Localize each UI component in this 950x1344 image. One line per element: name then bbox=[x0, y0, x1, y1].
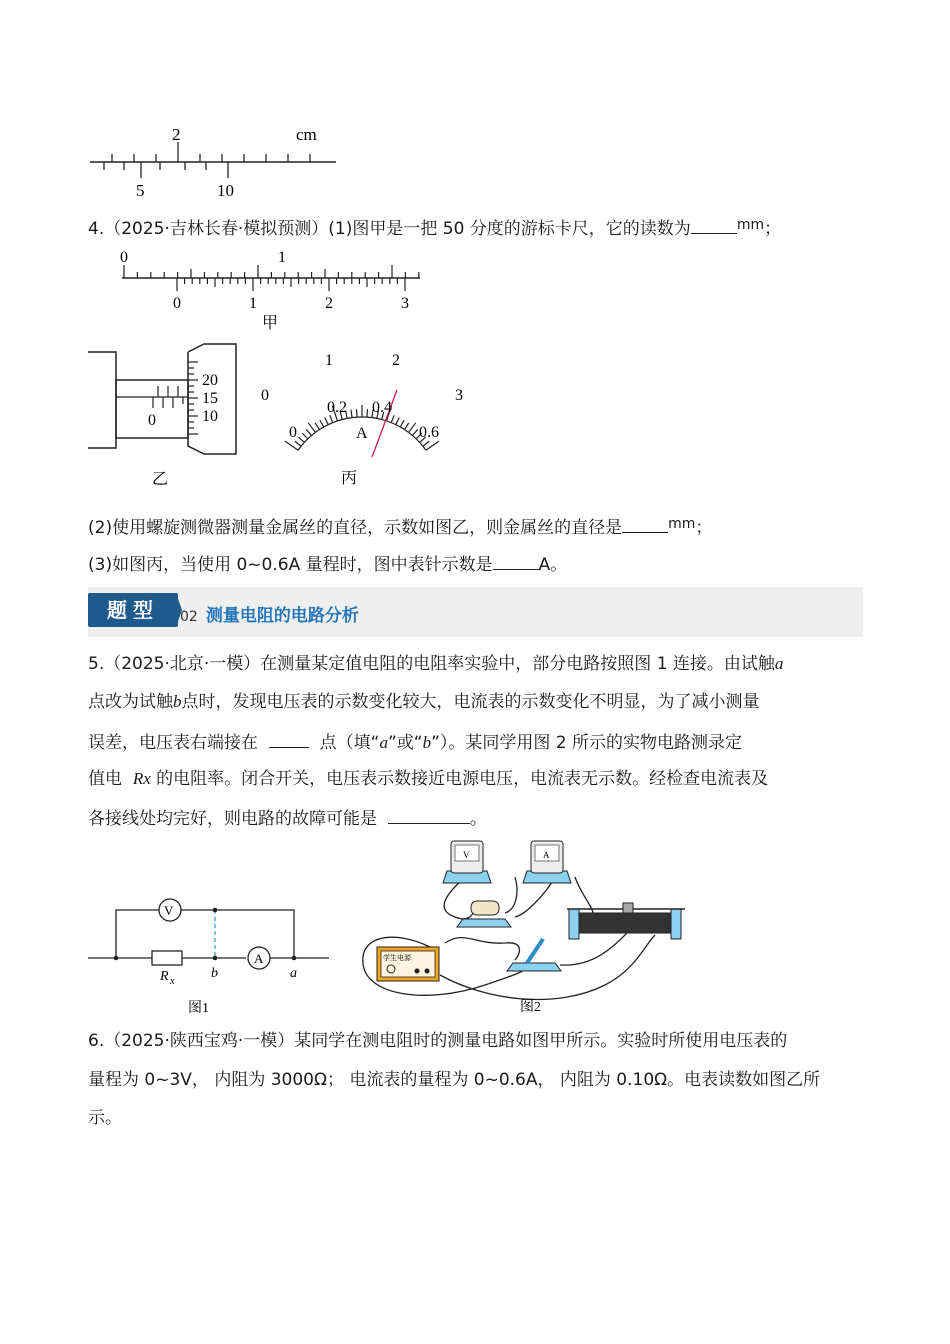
top-scale-upper-label: 2 bbox=[172, 125, 181, 144]
fig1-voltmeter-symbol: V bbox=[164, 903, 174, 918]
q5-text-3c: ”或“ bbox=[387, 733, 423, 753]
fig2-power-label: 学生电源 bbox=[383, 954, 411, 962]
q5-text-3b: 点（填“ bbox=[319, 733, 380, 753]
q6-text-1: 6.（2025·陕西宝鸡·一模）某同学在测电阻时的测量电路如图甲所示。实验时所使用电压表的 bbox=[88, 1031, 788, 1051]
ammeter-dial-tick bbox=[308, 423, 315, 433]
ammeter-dial-tick bbox=[357, 409, 358, 417]
q4-suffix-3: A。 bbox=[538, 555, 568, 575]
caliper-vernier-label-0: 0 bbox=[173, 295, 181, 312]
fig1-resistor-subscript: x bbox=[170, 976, 175, 987]
q4-part1-line bbox=[88, 217, 781, 240]
top-scale-lower-label-2: 10 bbox=[217, 181, 234, 200]
q5-text-4b: 的电阻率。闭合开关，电压表示数接近电源电压，电流表无示数。经检查电流表及 bbox=[156, 769, 769, 789]
ammeter-dial-tick bbox=[302, 433, 308, 439]
section-badge: 题型 bbox=[88, 593, 178, 627]
ammeter-dial-tick bbox=[391, 415, 394, 422]
q6-text-3: 示。 bbox=[88, 1108, 122, 1128]
section-number: 02 bbox=[180, 609, 198, 625]
fig2-caption: 图2 bbox=[520, 1000, 541, 1015]
q4-suffix-1: ； bbox=[764, 219, 782, 239]
micrometer-caption: 乙 bbox=[152, 471, 169, 488]
micrometer-thimble-label-20: 20 bbox=[202, 372, 218, 389]
ammeter-dial-tick bbox=[409, 423, 416, 433]
q5-text-2a: 点改为试触 bbox=[88, 692, 173, 712]
q4-part1-text: 4.（2025·吉林长春·模拟预测）(1)图甲是一把 50 分度的游标卡尺，它的读数为 bbox=[88, 219, 691, 239]
q4-part2-line bbox=[88, 516, 712, 539]
fig2-ammeter bbox=[523, 841, 571, 883]
q6-text-2: 量程为 0~3V， 内阻为 3000Ω； 电流表的量程为 0~0.6A， 内阻为 0.10Ω。电表读数如图乙所 bbox=[88, 1070, 821, 1090]
q4-answer-blank-3[interactable] bbox=[493, 553, 539, 570]
ammeter-inner-label-0: 0 bbox=[289, 424, 297, 441]
ammeter-outer-label-0: 0 bbox=[261, 387, 269, 404]
section-banner bbox=[88, 587, 863, 637]
q6-line-3 bbox=[88, 1108, 122, 1128]
q5-answer-blank-1[interactable] bbox=[269, 731, 309, 748]
section-title bbox=[180, 601, 359, 626]
q4-part3-line bbox=[88, 553, 567, 575]
fig1-resistor-label: R bbox=[160, 969, 169, 984]
ammeter-dial-tick bbox=[330, 415, 333, 422]
micrometer-thimble-label-10: 10 bbox=[202, 408, 218, 425]
ammeter-dial-tick bbox=[306, 429, 311, 435]
fig1-ammeter-symbol: A bbox=[254, 951, 264, 966]
ammeter-dial-figure bbox=[255, 345, 480, 490]
ammeter-dial-tick bbox=[412, 429, 417, 435]
q4-unit-1: mm bbox=[736, 217, 765, 233]
q6-line-2 bbox=[88, 1070, 820, 1090]
ammeter-dial-tick bbox=[315, 423, 319, 430]
ammeter-caption: 丙 bbox=[341, 470, 358, 487]
ammeter-symbol: A bbox=[356, 425, 368, 442]
q5-line-3 bbox=[88, 731, 742, 753]
resistor-rx bbox=[152, 951, 182, 965]
ammeter-inner-label-02: 0.2 bbox=[327, 399, 347, 416]
q5-text-1: 5.（2025·北京·一模）在测量某定值电阻的电阻率实验中，部分电路按照图 1 连接。由试触 bbox=[88, 654, 775, 674]
ammeter-outer-label-1: 1 bbox=[325, 352, 333, 369]
ammeter-outer-label-3: 3 bbox=[455, 387, 463, 404]
q4-suffix-2: ； bbox=[695, 518, 713, 538]
fig2-voltmeter-symbol: V bbox=[463, 850, 470, 860]
circuit-figure-2 bbox=[355, 835, 695, 1018]
top-scale-lower-label-1: 5 bbox=[136, 181, 145, 200]
top-scale-figure bbox=[80, 120, 350, 202]
q5-answer-blank-2[interactable] bbox=[388, 807, 470, 824]
q5-var-b2: b bbox=[422, 733, 432, 752]
ammeter-dial-tick bbox=[396, 417, 399, 424]
q4-answer-blank-1[interactable] bbox=[691, 217, 737, 234]
q4-part2-text: (2)使用螺旋测微器测量金属丝的直径，示数如图乙，则金属丝的直径是 bbox=[88, 518, 623, 538]
q5-text-3d: ”）。某同学用图 2 所示的实物电路测录定 bbox=[431, 733, 742, 753]
micrometer-thimble-label-15: 15 bbox=[202, 390, 218, 407]
ammeter-outer-label-2: 2 bbox=[392, 352, 400, 369]
top-scale-unit: cm bbox=[296, 125, 317, 144]
ammeter-dial-tick bbox=[325, 417, 328, 424]
micrometer-figure bbox=[86, 340, 246, 490]
q5-line-1 bbox=[88, 654, 783, 674]
q5-text-4a: 值电 bbox=[88, 769, 122, 789]
micrometer-sleeve-label: 0 bbox=[148, 412, 156, 429]
caliper-main-label-1: 1 bbox=[278, 249, 286, 266]
ammeter-dial-tick bbox=[298, 437, 304, 442]
fig1-node-b: b bbox=[211, 966, 218, 981]
q5-var-a2: a bbox=[379, 733, 388, 752]
caliper-vernier-label-1: 1 bbox=[249, 295, 257, 312]
q5-line-4 bbox=[88, 769, 768, 789]
ammeter-dial-tick bbox=[367, 409, 368, 417]
ammeter-dial-tick bbox=[295, 441, 301, 446]
q5-text-5b: 。 bbox=[469, 809, 487, 829]
caliper-caption: 甲 bbox=[262, 315, 279, 332]
q5-var-b: b bbox=[173, 692, 182, 711]
q5-text-5a: 各接线处均完好，则电路的故障可能是 bbox=[88, 809, 377, 829]
circuit-figure-1 bbox=[86, 890, 331, 1018]
fig2-ammeter-symbol: A bbox=[543, 850, 550, 860]
ammeter-inner-label-04: 0.4 bbox=[372, 399, 392, 416]
caliper-main-label-0: 0 bbox=[120, 249, 128, 266]
ammeter-dial-tick bbox=[404, 423, 408, 430]
ammeter-dial-tick bbox=[351, 410, 352, 418]
q4-part3-text: (3)如图丙，当使用 0~0.6A 量程时，图中表针示数是 bbox=[88, 555, 493, 575]
q5-line-2 bbox=[88, 692, 760, 712]
caliper-vernier-label-3: 3 bbox=[401, 295, 409, 312]
ammeter-dial-tick bbox=[400, 420, 404, 427]
q4-answer-blank-2[interactable] bbox=[622, 516, 668, 533]
q5-var-rx: Rx bbox=[132, 769, 151, 788]
fig2-voltmeter bbox=[443, 841, 491, 883]
q5-text-3a: 误差，电压表右端接在 bbox=[88, 733, 258, 753]
vernier-caliper-figure bbox=[110, 245, 430, 335]
ammeter-inner-label-06: 0.6 bbox=[419, 424, 439, 441]
q6-line-1 bbox=[88, 1031, 787, 1051]
q5-line-5 bbox=[88, 807, 487, 829]
q5-text-2b: 点时，发现电压表的示数变化较大，电流表的示数变化不明显，为了减小测量 bbox=[181, 692, 760, 712]
section-title-text: 测量电阻的电路分析 bbox=[205, 606, 359, 626]
fig1-node-a: a bbox=[290, 966, 297, 981]
q5-var-a: a bbox=[774, 654, 784, 673]
fig2-power-supply bbox=[377, 947, 439, 981]
ammeter-dial-tick bbox=[320, 420, 324, 427]
fig2-resistor-stand bbox=[457, 901, 511, 927]
fig1-caption: 图1 bbox=[188, 1001, 209, 1016]
ammeter-dial-tick bbox=[423, 441, 429, 446]
caliper-vernier-label-2: 2 bbox=[325, 295, 333, 312]
q4-unit-2: mm bbox=[668, 516, 696, 532]
